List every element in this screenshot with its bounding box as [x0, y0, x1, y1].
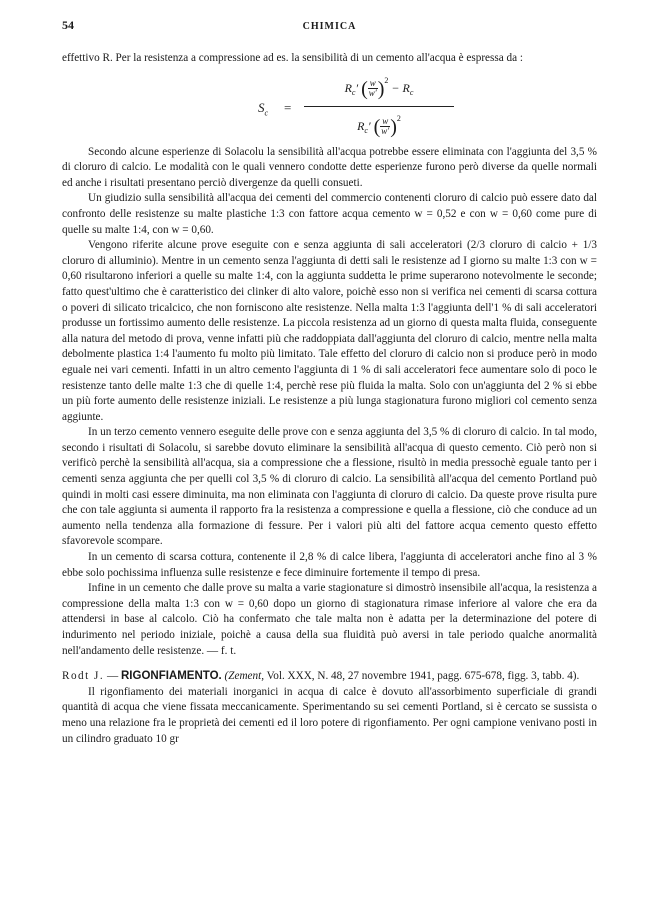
reference-citation [62, 669, 597, 685]
formula-equals: = [284, 99, 292, 115]
running-title: CHIMICA [302, 21, 357, 32]
formula-numerator: $R_c'$ ( $\frac{w}{w'}$ )$^2 - R_c$ [344, 75, 414, 100]
paragraph-insensitive-cement: Infine in un cemento che dalle prove su malta a varie stagionature si dimostrò insensibile all'acqua, la resistenza a compressione della malta 1:3 con w = 0,60 dopo un giorno di stagionatura rimase inferiore al valore che era da attendersi in base al calcolo. Ciò ha confermato che tale malta non è adatta per la determinazione del potere di indurimento nel periodo iniziale, poichè a causa della sua fluidità può aversi in tale periodo qualche anormalità nell'andamento delle resistenze. — f. t. [62, 582, 597, 657]
reference-dash: — [107, 670, 119, 683]
formula-denominator: $R_c'$ ( $\frac{w}{w'}$ )$^2$ [357, 113, 401, 138]
reference-journal: (Zement, [224, 670, 264, 683]
paragraph-swelling: Il rigonfiamento dei materiali inorganici in acqua di calce è dovuto all'assorbimento superficiale di grandi quantità di acqua che viene fissata meccanicamente. Sperimentando su sei cementi Portland, si è cercato se sussista o meno una relazione fra le proprietà dei cementi ed il loro potere di rigonfiamento. Per ogni campione venivano posti in un cilindro graduato 10 gr [62, 685, 597, 745]
article-body [62, 51, 597, 747]
page-header [62, 18, 597, 34]
reference-title: RIGONFIAMENTO. [121, 670, 222, 683]
paragraph-third-cement: In un terzo cemento vennero eseguite delle prove con e senza aggiunta del 3,5 % di cloruro di calcio. In tal modo, secondo i risultati di Solacolu, si sarebbe dovuto eliminare la sensibilità all'acqua di questo cemento. Ciò però non si verificò perchè la sensibilità all'acqua, sia a compressione che a flessione, risultò in media pressochè eguale tanto per i cementi senza aggiunta che per quelli col 3,5 % di cloruro di calcio. La sensibilità all'acqua del cemento Portland può quindi in molti casi essere diminuita, ma non eliminata con l'aggiunta di cloruro di calcio. Da queste prove risulta pure che con tale aggiunta si aumenta il rapporto fra la resistenza a compressione e quella a flessione, ciò che conduce ad un aumento nella tendenza alla formazione di fessure. Per i valori più alti del fattore acqua cemento questo effetto sfavorevole scompare. [62, 426, 597, 548]
reference-author: Rodt J. [62, 670, 105, 683]
paragraph-low-fired-cement: In un cemento di scarsa cottura, contenente il 2,8 % di calce libera, l'aggiunta di acceleratori anche fino al 3 % ebbe solo pochissima influenza sulle resistenze e fece diminuire fortemente il tempo di presa. [62, 551, 597, 579]
formula-lhs: $S_c$ [258, 99, 269, 118]
paragraph-solacolu: Secondo alcune esperienze di Solacolu la sensibilità all'acqua potrebbe essere eliminata con l'aggiunta del 3,5 % di cloruro di calcio. Le modalità con le quali vennero condotte dette esperienze furono però diverse da quelle normali ed anche i risultati presentano perciò divergenze da quelli consueti. [62, 145, 597, 189]
paragraph-accelerator-tests: Vengono riferite alcune prove eseguite con e senza aggiunta di sali acceleratori (2/3 cloruro di calcio + 1/3 cloruro di alluminio). Mentre in un cemento senza l'aggiunta di detti sali le resistenze ad I giorno su malte 1:3 con w = 0,60 risultarono inferiori a quelle su malte 1:4, con la aggiunta suddetta le prime superarono notevolmente le seconde; fatto quest'ultimo che è caratteristico dei clinker di alto valore, poichè esso non si verifica nei cementi di scarsa cottura o poveri di silicato tricalcico, che non forniscono alte resistenze. Nella malta 1:3 l'aggiunta dell'1 % di sali acceleratori produsse un fortissimo aumento delle resistenze. La piccola resistenza ad un giorno di questa malta fluida, conseguente alla natura del metodo di prova, venne infatti più che raddoppiata dall'aggiunta del cloruro di calcio, mentre nella malta debolmente plastica 1:4 l'aumento fu molto più limitato. Tale effetto del cloruro di calcio non si produce però in modo eguale nei vari cementi. Infatti in un altro cemento l'aggiunta di 1 % di sali acceleratori fece aumentare solo di poco le resistenze tanto delle malte 1:3 che di quelle 1:4, perchè rese più fluida la malta. Solo con un'aggiunta del 2 % si ebbe un più forte aumento delle resistenze iniziali. Le resistenze a più lunga stagionatura furono migliori col cemento senza aggiunte. [62, 239, 597, 423]
paragraph-intro: effettivo R. Per la resistenza a compressione ad es. la sensibilità di un cemento all'acqua è espressa da : [62, 52, 523, 64]
fraction-bar [304, 106, 454, 107]
water-sensitivity-formula [62, 73, 597, 139]
page-number: 54 [62, 18, 74, 32]
paragraph-commercial-cements: Un giudizio sulla sensibilità all'acqua dei cementi del commercio contenenti cloruro di calcio può essere dato dal confronto delle resistenze su malte plastiche 1:3 con fattore acqua cemento w = 0,52 e con w = 0,60 come pure di quelle su malte 1:4, con w = 0,60. [62, 192, 597, 236]
reference-details: Vol. XXX, N. 48, 27 novembre 1941, pagg. 675-678, figg. 3, tabb. 4). [266, 670, 580, 683]
